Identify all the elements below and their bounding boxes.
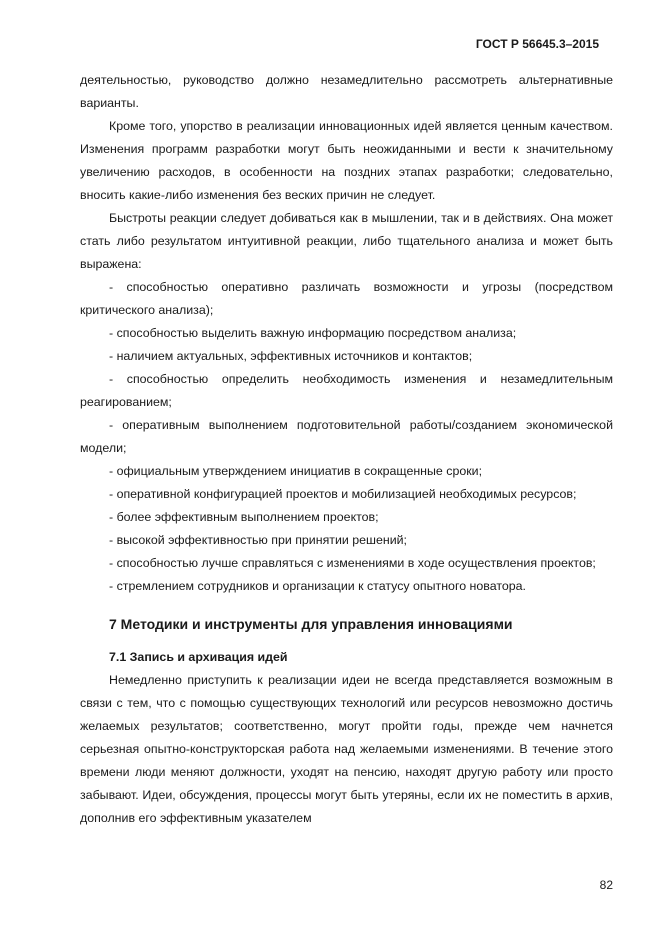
page-number: 82 (599, 878, 613, 892)
list-item: - способностью лучше справляться с изменениями в ходе осуществления проектов; (109, 556, 596, 570)
list-item: - оперативной конфигурацией проектов и мобилизацией необходимых ресурсов; (109, 487, 577, 501)
list-item: - способностью определить необходимость изменения и незамедлительным реагированием; (80, 372, 613, 409)
list-item: - способностью выделить важную информацию посредством анализа; (109, 326, 517, 340)
list-item: - оперативным выполнением подготовительной работы/созданием экономической модели; (80, 418, 613, 455)
paragraph-continuation: деятельностью, руководство должно незамедлительно рассмотреть альтернативные варианты. (80, 73, 613, 110)
document-header: ГОСТ Р 56645.3–2015 (475, 37, 599, 51)
list-item: - стремлением сотрудников и организации к статусу опытного новатора. (109, 579, 526, 593)
subsection-heading: 7.1 Запись и архивация идей (109, 650, 288, 664)
section-heading: 7 Методики и инструменты для управления инновациями (109, 616, 513, 632)
list-item: - высокой эффективностью при принятии решений; (109, 533, 407, 547)
list-item: - более эффективным выполнением проектов; (109, 510, 379, 524)
list-item: - официальным утверждением инициатив в сокращенные сроки; (109, 464, 483, 478)
list-item: - способностью оперативно различать возможности и угрозы (посредством критического анализа); (80, 280, 613, 317)
list-item: - наличием актуальных, эффективных источников и контактов; (109, 349, 473, 363)
paragraph: Немедленно приступить к реализации идеи не всегда представляется возможным в связи с тем, что с помощью существующих технологий или ресурсов невозможно достичь желаемых результатов; соответственно, могут пройти годы, прежде чем начнется серьезная опытно-конструкторская работа над желаемыми изменениями. В течение этого времени люди меняют должности, уходят на пенсию, находят другую работу или просто забывают. Идеи, обсуждения, процессы могут быть утеряны, если их не поместить в архив, дополнив его эффективным указателем (80, 673, 613, 825)
paragraph: Кроме того, упорство в реализации инновационных идей является ценным качеством. Изменения программ разработки могут быть неожиданными и вести к значительному увеличению расходов, в особенности на поздних этапах разработки; следовательно, вносить какие-либо изменения без веских причин не следует. (80, 119, 613, 202)
paragraph: Быстроты реакции следует добиваться как в мышлении, так и в действиях. Она может стать либо результатом интуитивной реакции, либо тщательного анализа и может быть выражена: (80, 211, 613, 271)
document-body (80, 69, 613, 830)
